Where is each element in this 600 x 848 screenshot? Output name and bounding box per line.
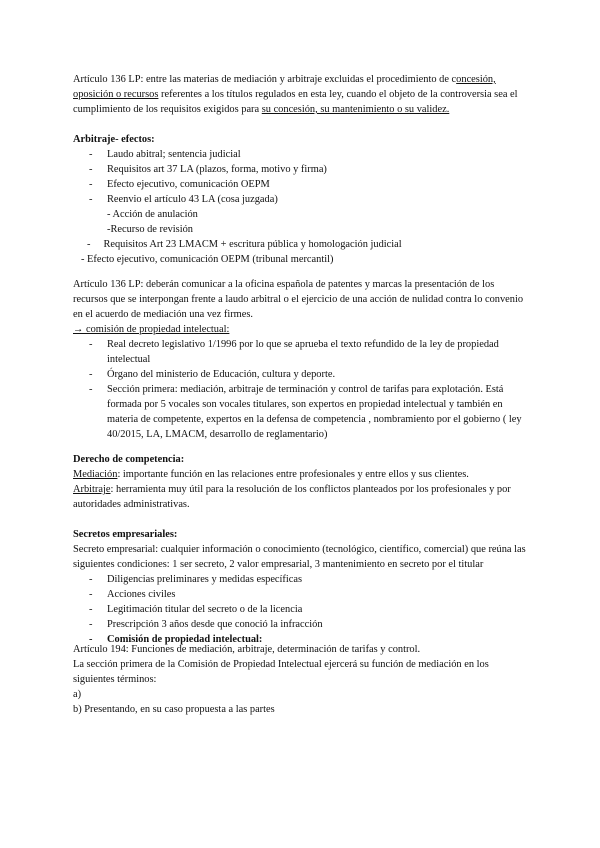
list-item: - Diligencias preliminares y medidas específicas — [73, 572, 528, 587]
secretos-heading: Secretos empresariales: — [73, 529, 178, 540]
art136-paragraph — [73, 72, 528, 117]
mediacion-paragraph — [73, 467, 528, 482]
list-item: - Real decreto legislativo 1/1996 por lo que se aprueba el texto refundido de la ley de propiedad intelectual — [73, 337, 528, 367]
art194-line-2: La sección primera de la Comisión de Propiedad Intelectual ejercerá su función de mediación en los siguientes términos: — [73, 659, 489, 685]
arbitraje-paragraph — [73, 482, 528, 512]
mediacion-text: : importante función en las relaciones entre profesionales y entre ellos y sus clientes. — [117, 469, 469, 480]
list-item: - Efecto ejecutivo, comunicación OEPM — [73, 177, 528, 192]
list-item: - Acciones civiles — [73, 587, 528, 602]
requisitos-line: - Requisitos Art 23 LMACM + escritura pública y homologación judicial — [87, 239, 402, 250]
competencia-section — [73, 452, 528, 512]
secretos-text: Secreto empresarial: cualquier información o conocimiento (tecnológico, científico, comercial) que reúna las siguientes condiciones: 1 ser secreto, 2 valor empresarial, 3 mantenimiento en secreto por el titular — [73, 544, 526, 570]
art136-underlined-2: su concesión, su mantenimiento o su validez. — [261, 104, 450, 115]
list-item: - Sección primera: mediación, arbitraje de terminación y control de tarifas para explotación. Está formada por 5 vocales son vocales titulares, son expertos en propiedad intelectual y también en materia de competente, expertos en la defensa de competencia , nombramiento por el gobierno ( ley 40/2015, LA, LMACM, desarrollo de reglamentario) — [73, 382, 528, 442]
sub-item-revision: -Recurso de revisión — [107, 224, 193, 235]
arbitraje-label: Arbitraje — [73, 484, 111, 495]
mediacion-label: Mediación — [73, 469, 118, 480]
arbitraje-heading: Arbitraje- efectos: — [73, 134, 155, 145]
art136-text-1: Artículo 136 LP: entre las materias de mediación y arbitraje excluidas el procedimiento de c — [73, 74, 457, 85]
secretos-section — [73, 527, 528, 647]
list-item: - Reenvio el artículo 43 LA (cosa juzgada) — [73, 192, 528, 207]
art194-section — [73, 642, 528, 717]
art194-line-3: a) — [73, 689, 82, 700]
art194-line-4: b) Presentando, en su caso propuesta a las partes — [73, 704, 275, 715]
competencia-heading: Derecho de competencia: — [73, 454, 185, 465]
art136-comunicar-text: Artículo 136 LP: deberán comunicar a la oficina española de patentes y marcas la presentación de los recursos que se interpongan frente a laudo arbitral o el ejercicio de una acción de nulidad contra lo convenio en el acuerdo de mediación una vez firmes. — [73, 279, 524, 320]
arbitraje-section — [73, 132, 528, 267]
list-item: - Legitimación titular del secreto o de la licencia — [73, 602, 528, 617]
comision-link: → comisión de propiedad intelectual: — [73, 324, 230, 335]
efecto-line: - Efecto ejecutivo, comunicación OEPM (tribunal mercantil) — [81, 254, 334, 265]
arbitraje-list — [73, 147, 528, 207]
art136-text-2: referentes a los títulos regulados en esta ley, cuando el objeto de la controversia sea el cumplimiento de los requisitos exigidos para — [73, 89, 518, 115]
arbitraje-text: : herramienta muy útil para la resolución de los conflictos planteados por los profesionales y por autoridades administrativas. — [73, 484, 511, 510]
list-item-bold: - Comisión de propiedad intelectual: — [73, 632, 528, 647]
list-item: - Prescripción 3 años desde que conoció la infracción — [73, 617, 528, 632]
art194-line-1: Artículo 194: Funciones de mediación, arbitraje, determinación de tarifas y control. — [73, 644, 421, 655]
art136-comunicar-section — [73, 277, 528, 442]
sub-item-anulacion: - Acción de anulación — [107, 209, 198, 220]
secretos-list — [73, 572, 528, 647]
list-item: - Órgano del ministerio de Educación, cultura y deporte. — [73, 367, 528, 382]
art136-text — [73, 72, 528, 117]
art136-underlined-1: oncesión, oposición o recursos — [73, 74, 496, 100]
list-item: - Requisitos art 37 LA (plazos, forma, motivo y firma) — [73, 162, 528, 177]
list-item: - Laudo abitral; sentencia judicial — [73, 147, 528, 162]
comision-list — [73, 337, 528, 442]
